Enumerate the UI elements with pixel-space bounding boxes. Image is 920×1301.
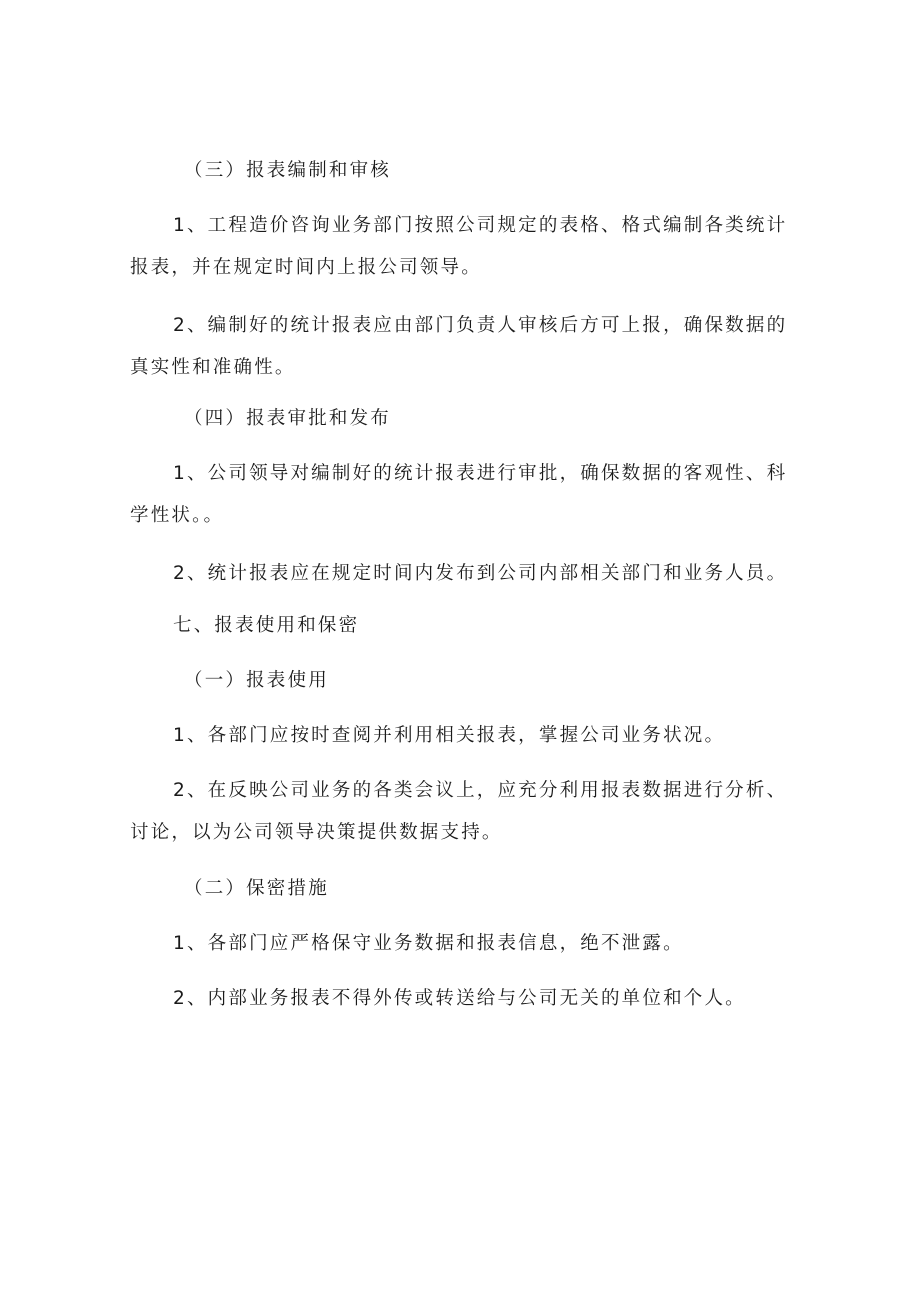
- subsection-heading-3: （三）报表编制和审核: [184, 160, 392, 181]
- paragraph-7-1-1: 1、各部门应按时查阅并利用相关报表，掌握公司业务状况。: [173, 725, 726, 746]
- paragraph-4-2: 2、统计报表应在规定时间内发布到公司内部相关部门和业务人员。: [173, 563, 788, 584]
- paragraph-7-1-2: 2、在反映公司业务的各类会议上，应充分利用报表数据进行分析、讨论，以为公司领导决策提供数据支持。: [130, 780, 788, 843]
- section-heading-7: 七、报表使用和保密: [173, 615, 360, 636]
- paragraph-3-1: 1、工程造价咨询业务部门按照公司规定的表格、格式编制各类统计报表，并在规定时间内上报公司领导。: [130, 215, 788, 278]
- subsection-heading-4: （四）报表审批和发布: [184, 408, 392, 429]
- paragraph-3-2: 2、编制好的统计报表应由部门负责人审核后方可上报，确保数据的真实性和准确性。: [130, 315, 788, 378]
- paragraph-4-1: 1、公司领导对编制好的统计报表进行审批，确保数据的客观性、科学性状。。: [130, 463, 788, 526]
- paragraph-7-2-2: 2、内部业务报表不得外传或转送给与公司无关的单位和个人。: [173, 988, 746, 1009]
- subsection-heading-7-1: （一）报表使用: [184, 670, 329, 691]
- subsection-heading-7-2: （二）保密措施: [184, 878, 329, 899]
- paragraph-7-2-1: 1、各部门应严格保守业务数据和报表信息，绝不泄露。: [173, 933, 684, 954]
